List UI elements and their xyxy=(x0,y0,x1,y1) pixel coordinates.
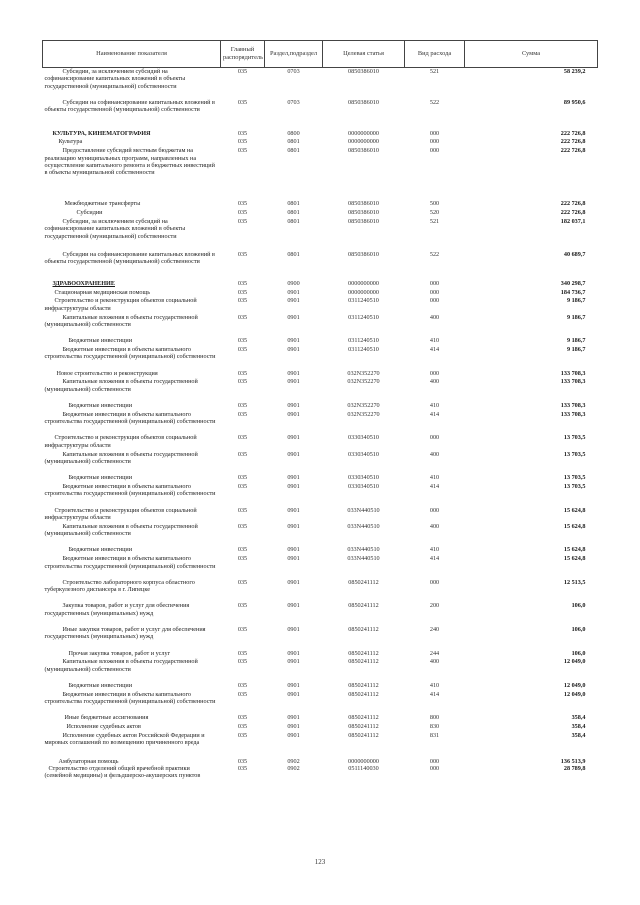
row-admin: 035 xyxy=(237,369,248,377)
row-admin: 035 xyxy=(237,483,248,490)
row-section: 0901 xyxy=(287,714,300,722)
row-sum: 12 049,0 xyxy=(563,681,586,689)
table-header-row xyxy=(43,41,598,68)
row-target: 0850386010 xyxy=(348,250,379,258)
row-sum: 13 703,5 xyxy=(563,434,586,442)
row-admin: 035 xyxy=(237,690,248,698)
row-sum: 15 624,8 xyxy=(563,506,586,514)
row-name: Бюджетные инвестиции в объекты капитального строительства государственной (муниципальной) собственности xyxy=(44,483,216,498)
header-sum: Сумма xyxy=(465,41,598,68)
table-row xyxy=(43,411,598,435)
row-expense: 830 xyxy=(429,723,440,731)
row-section: 0900 xyxy=(287,279,300,287)
row-target: 033N440510 xyxy=(347,546,380,554)
row-sum: 13 703,5 xyxy=(563,483,586,490)
row-sum: 9 186,7 xyxy=(566,313,586,321)
row-target: 033N440510 xyxy=(347,555,380,563)
row-expense: 410 xyxy=(429,474,440,482)
row-section: 0703 xyxy=(287,98,300,106)
row-name: Бюджетные инвестиции xyxy=(68,337,133,345)
row-sum: 15 624,8 xyxy=(563,546,586,554)
row-admin: 035 xyxy=(237,602,248,610)
table-row xyxy=(43,451,598,475)
row-target: 0850241112 xyxy=(348,649,379,657)
row-section: 0901 xyxy=(287,649,300,657)
row-admin: 035 xyxy=(237,731,248,739)
row-admin: 035 xyxy=(237,450,248,458)
row-sum: 12 513,5 xyxy=(563,578,586,586)
row-admin: 035 xyxy=(237,200,248,208)
row-name: Субсидии xyxy=(76,209,103,217)
table-row xyxy=(43,602,598,626)
row-admin: 035 xyxy=(237,250,248,258)
row-admin: 035 xyxy=(237,297,248,305)
row-section: 0901 xyxy=(287,506,300,514)
row-admin: 035 xyxy=(237,147,248,155)
row-name: Исполнение судебных актов Российской Федерации и мировых соглашений по возмещению причиненного вреда xyxy=(44,731,205,747)
row-sum: 28 789,8 xyxy=(563,764,586,772)
row-name: Субсидии на софинансирование капитальных вложений в объекты государственной (муниципальной) собственности xyxy=(44,250,215,266)
row-section: 0902 xyxy=(287,764,300,772)
row-section: 0901 xyxy=(287,602,300,610)
table-row xyxy=(43,523,598,547)
row-name: Бюджетные инвестиции в объекты капитального строительства государственной (муниципальной) собственности xyxy=(44,410,216,426)
row-admin: 035 xyxy=(237,346,248,354)
row-admin: 035 xyxy=(237,578,248,586)
row-name: Иные бюджетные ассигнования xyxy=(64,714,149,722)
row-target: 032N352270 xyxy=(347,378,380,386)
row-section: 0901 xyxy=(287,546,300,554)
row-target: 0850386010 xyxy=(348,147,379,155)
row-section: 0901 xyxy=(287,474,300,482)
row-target: 0511140030 xyxy=(348,764,379,772)
table-row xyxy=(43,218,598,249)
row-name: Бюджетные инвестиции в объекты капитального строительства государственной (муниципальной) собственности xyxy=(44,690,216,706)
row-target: 0850386010 xyxy=(348,200,379,208)
row-admin: 035 xyxy=(237,555,248,563)
row-name: Субсидии, за исключением субсидий на софинансирование капитальных вложений в объекты государственной (муниципальной) собственности xyxy=(44,68,186,90)
row-target: 0000000000 xyxy=(348,138,379,146)
row-sum: 58 239,2 xyxy=(563,68,586,75)
row-sum: 12 049,0 xyxy=(563,690,586,698)
row-admin: 035 xyxy=(237,138,248,146)
row-name: Межбюджетные трансферты xyxy=(64,200,141,208)
row-expense: 400 xyxy=(429,450,440,458)
row-expense: 414 xyxy=(429,690,440,698)
table-row xyxy=(43,378,598,402)
row-admin: 035 xyxy=(237,410,248,418)
table-row xyxy=(43,507,598,523)
row-name: Капитальные вложения в объекты государственной (муниципальной) собственности xyxy=(44,522,198,538)
row-admin: 035 xyxy=(237,757,248,765)
row-admin: 035 xyxy=(237,625,248,633)
row-name: Строительство отделений общей врачебной практики (семейной медицины) и фельдшерско-акушерских пунктов xyxy=(44,764,201,780)
row-section: 0901 xyxy=(287,288,300,296)
row-target: 033N440510 xyxy=(347,522,380,530)
row-sum: 133 708,3 xyxy=(560,410,586,418)
row-expense: 000 xyxy=(429,434,440,442)
row-section: 0901 xyxy=(287,378,300,386)
row-sum: 222 726,8 xyxy=(560,129,586,137)
row-target: 0850386010 xyxy=(348,98,379,106)
row-sum: 9 186,7 xyxy=(566,297,586,305)
row-name: Исполнение судебных актов xyxy=(66,723,141,731)
table-row xyxy=(43,209,598,218)
row-expense: 521 xyxy=(429,68,440,75)
budget-table-page xyxy=(42,40,597,789)
row-expense: 000 xyxy=(429,279,440,287)
table-row xyxy=(43,732,598,756)
row-expense: 414 xyxy=(429,410,440,418)
row-section: 0901 xyxy=(287,681,300,689)
row-target: 032N352270 xyxy=(347,402,380,410)
row-expense: 520 xyxy=(429,209,440,217)
row-name: Субсидии, за исключением субсидий на софинансирование капитальных вложений в объекты государственной (муниципальной) собственности xyxy=(44,217,186,240)
row-admin: 035 xyxy=(237,288,248,296)
row-name: Капитальные вложения в объекты государственной (муниципальной) собственности xyxy=(44,450,198,466)
table-row xyxy=(43,555,598,579)
row-target: 0850241112 xyxy=(348,731,379,739)
row-target: 0850241112 xyxy=(348,658,379,666)
table-row xyxy=(43,346,598,370)
row-expense: 400 xyxy=(429,378,440,386)
table-row xyxy=(43,765,598,789)
row-name: Бюджетные инвестиции в объекты капитального строительства государственной (муниципальной) собственности xyxy=(44,555,216,570)
table-row xyxy=(43,682,598,691)
row-section: 0801 xyxy=(287,147,300,155)
row-section: 0901 xyxy=(287,625,300,633)
header-name: Наименование показателя xyxy=(43,41,221,68)
row-sum: 222 726,8 xyxy=(560,209,586,217)
row-target: 032N352270 xyxy=(347,369,380,377)
row-name: Капитальные вложения в объекты государственной (муниципальной) собственности xyxy=(44,313,198,329)
row-name: Капитальные вложения в объекты государственной (муниципальной) собственности xyxy=(44,378,198,393)
row-sum: 106,0 xyxy=(571,625,586,633)
table-row xyxy=(43,297,598,313)
row-section: 0901 xyxy=(287,658,300,666)
row-sum: 358,4 xyxy=(571,731,586,739)
table-row xyxy=(43,147,598,200)
row-name: Бюджетные инвестиции xyxy=(68,402,133,410)
row-section: 0901 xyxy=(287,337,300,345)
row-target: 0330340510 xyxy=(348,450,379,458)
row-sum: 133 708,3 xyxy=(560,402,586,410)
row-name: Строительство и реконструкция объектов социальной инфраструктуры области xyxy=(44,434,197,449)
row-sum: 133 708,3 xyxy=(560,369,586,377)
table-row xyxy=(43,691,598,715)
row-admin: 035 xyxy=(237,337,248,345)
row-name: Культура xyxy=(58,138,83,146)
row-expense: 831 xyxy=(429,731,440,739)
row-expense: 800 xyxy=(429,714,440,722)
row-sum: 133 708,3 xyxy=(560,378,586,386)
row-expense: 000 xyxy=(429,297,440,305)
row-target: 032N352270 xyxy=(347,410,380,418)
row-section: 0801 xyxy=(287,209,300,217)
row-name: Бюджетные инвестиции в объекты капитального строительства государственной (муниципальной) собственности xyxy=(44,346,216,361)
table-row xyxy=(43,280,598,289)
row-expense: 200 xyxy=(429,602,440,610)
row-expense: 410 xyxy=(429,681,440,689)
table-row xyxy=(43,658,598,682)
row-expense: 410 xyxy=(429,402,440,410)
table-row xyxy=(43,474,598,483)
table-row xyxy=(43,249,598,280)
row-expense: 000 xyxy=(429,138,440,146)
row-admin: 035 xyxy=(237,681,248,689)
row-sum: 89 950,6 xyxy=(563,98,586,106)
row-sum: 13 703,5 xyxy=(563,474,586,482)
row-target: 0850241112 xyxy=(348,714,379,722)
row-sum: 222 726,8 xyxy=(560,200,586,208)
row-admin: 035 xyxy=(237,546,248,554)
row-sum: 106,0 xyxy=(571,602,586,610)
row-target: 0311240510 xyxy=(348,297,379,305)
row-section: 0800 xyxy=(287,129,300,137)
row-section: 0901 xyxy=(287,522,300,530)
header-section: Раздел,подраздел xyxy=(265,41,323,68)
table-row xyxy=(43,314,598,338)
row-name: Новое строительство и реконструкция xyxy=(56,369,158,377)
row-target: 0850241112 xyxy=(348,578,379,586)
row-admin: 035 xyxy=(237,474,248,482)
row-section: 0902 xyxy=(287,757,300,765)
header-target: Целевая статья xyxy=(323,41,405,68)
row-sum: 222 726,8 xyxy=(560,138,586,146)
row-section: 0901 xyxy=(287,723,300,731)
row-section: 0901 xyxy=(287,402,300,410)
row-admin: 035 xyxy=(237,402,248,410)
row-sum: 184 736,7 xyxy=(560,288,586,296)
row-target: 0330340510 xyxy=(348,474,379,482)
row-admin: 035 xyxy=(237,658,248,666)
table-row xyxy=(43,756,598,765)
table-row xyxy=(43,289,598,298)
row-expense: 400 xyxy=(429,658,440,666)
row-target: 0850241112 xyxy=(348,690,379,698)
row-target: 0330340510 xyxy=(348,483,379,490)
row-sum: 9 186,7 xyxy=(566,337,586,345)
row-name: Бюджетные инвестиции xyxy=(68,474,133,482)
row-target: 0000000000 xyxy=(348,279,379,287)
row-expense: 522 xyxy=(429,98,440,106)
row-target: 0850241112 xyxy=(348,723,379,731)
row-section: 0703 xyxy=(287,68,300,75)
row-target: 0850386010 xyxy=(348,217,379,225)
table-row xyxy=(43,68,598,99)
row-sum: 12 049,0 xyxy=(563,658,586,666)
row-section: 0901 xyxy=(287,555,300,563)
row-section: 0901 xyxy=(287,369,300,377)
row-expense: 521 xyxy=(429,217,440,225)
table-body xyxy=(43,68,598,789)
table-row xyxy=(43,579,598,603)
row-section: 0901 xyxy=(287,313,300,321)
table-row xyxy=(43,723,598,732)
row-name: Стационарная медицинская помощь xyxy=(54,288,151,296)
row-admin: 035 xyxy=(237,522,248,530)
row-sum: 106,0 xyxy=(571,649,586,657)
table-row xyxy=(43,714,598,723)
row-name: ЗДРАВООХРАНЕНИЕ xyxy=(52,279,115,287)
row-expense: 000 xyxy=(429,369,440,377)
row-target: 033N440510 xyxy=(347,506,380,514)
row-sum: 222 726,8 xyxy=(560,147,586,155)
row-section: 0801 xyxy=(287,138,300,146)
table-row xyxy=(43,200,598,209)
table-row xyxy=(43,99,598,130)
row-admin: 035 xyxy=(237,217,248,225)
row-sum: 9 186,7 xyxy=(566,346,586,354)
table-row xyxy=(43,130,598,139)
table-row xyxy=(43,337,598,346)
row-admin: 035 xyxy=(237,68,248,75)
row-expense: 000 xyxy=(429,288,440,296)
table-row xyxy=(43,650,598,659)
row-expense: 240 xyxy=(429,625,440,633)
row-expense: 414 xyxy=(429,483,440,490)
row-expense: 414 xyxy=(429,555,440,563)
row-expense: 500 xyxy=(429,200,440,208)
page-number: 123 xyxy=(314,858,326,866)
row-expense: 522 xyxy=(429,250,440,258)
row-name: Строительство лабораторного корпуса областного туберкулезного диспансера в г. Липецке xyxy=(44,578,195,594)
row-expense: 400 xyxy=(429,313,440,321)
row-target: 0000000000 xyxy=(348,288,379,296)
budget-table xyxy=(42,40,598,789)
row-section: 0901 xyxy=(287,410,300,418)
row-section: 0801 xyxy=(287,217,300,225)
row-sum: 358,4 xyxy=(571,714,586,722)
row-sum: 15 624,8 xyxy=(563,555,586,563)
row-expense: 400 xyxy=(429,522,440,530)
row-expense: 000 xyxy=(429,506,440,514)
row-target: 0850241112 xyxy=(348,625,379,633)
row-expense: 000 xyxy=(429,764,440,772)
header-admin: Главный распорядитель xyxy=(221,41,265,68)
row-section: 0901 xyxy=(287,483,300,490)
row-name: Субсидии на софинансирование капитальных вложений в объекты государственной (муниципальной) собственности xyxy=(44,98,215,113)
row-section: 0901 xyxy=(287,297,300,305)
row-name: Строительство и реконструкция объектов социальной инфраструктуры области xyxy=(44,506,197,521)
row-target: 0850386010 xyxy=(348,209,379,217)
row-name: Бюджетные инвестиции xyxy=(68,546,133,554)
row-sum: 15 624,8 xyxy=(563,522,586,530)
table-row xyxy=(43,483,598,507)
row-name: Иные закупки товаров, работ и услуг для обеспечения государственных (муниципальных) нужд xyxy=(44,625,206,641)
row-admin: 035 xyxy=(237,506,248,514)
row-expense: 410 xyxy=(429,337,440,345)
row-target: 0311240510 xyxy=(348,313,379,321)
row-target: 0311240510 xyxy=(348,337,379,345)
row-admin: 035 xyxy=(237,378,248,386)
row-sum: 13 703,5 xyxy=(563,450,586,458)
row-name: Капитальные вложения в объекты государственной (муниципальной) собственности xyxy=(44,658,198,673)
row-expense: 000 xyxy=(429,578,440,586)
row-name: Строительство и реконструкция объектов социальной инфраструктуры области xyxy=(44,297,197,312)
table-row xyxy=(43,546,598,555)
row-expense: 000 xyxy=(429,129,440,137)
row-section: 0901 xyxy=(287,578,300,586)
row-sum: 40 689,7 xyxy=(563,250,586,258)
table-row xyxy=(43,370,598,379)
table-row xyxy=(43,138,598,147)
row-expense: 410 xyxy=(429,546,440,554)
row-admin: 035 xyxy=(237,279,248,287)
row-name: Бюджетные инвестиции xyxy=(68,681,133,689)
header-expense: Вид расхода xyxy=(405,41,465,68)
table-row xyxy=(43,434,598,450)
row-expense: 000 xyxy=(429,147,440,155)
row-target: 0311240510 xyxy=(348,346,379,354)
row-target: 0850386010 xyxy=(348,68,379,75)
row-name: Закупка товаров, работ и услуг для обеспечения государственных (муниципальных) нужд xyxy=(44,602,190,617)
row-target: 0330340510 xyxy=(348,434,379,442)
table-row xyxy=(43,402,598,411)
row-section: 0901 xyxy=(287,450,300,458)
row-name: Предоставление субсидий местным бюджетам на реализацию муниципальных программ, направленных на осуществление капитального ремонта и бюджетных инвестиций в объекты муниципальной собственности xyxy=(44,147,215,177)
row-admin: 035 xyxy=(237,714,248,722)
row-sum: 182 037,1 xyxy=(560,217,586,225)
row-name: Амбулаторная помощь xyxy=(58,757,119,765)
row-target: 0850241112 xyxy=(348,681,379,689)
row-admin: 035 xyxy=(237,209,248,217)
row-admin: 035 xyxy=(237,764,248,772)
row-section: 0801 xyxy=(287,250,300,258)
row-section: 0901 xyxy=(287,346,300,354)
row-section: 0901 xyxy=(287,434,300,442)
row-name: Прочая закупка товаров, работ и услуг xyxy=(68,649,171,657)
row-sum: 136 513,9 xyxy=(560,757,586,765)
row-admin: 035 xyxy=(237,649,248,657)
row-target: 0000000000 xyxy=(348,757,379,765)
row-admin: 035 xyxy=(237,98,248,106)
row-sum: 358,4 xyxy=(571,723,586,731)
row-admin: 035 xyxy=(237,313,248,321)
row-admin: 035 xyxy=(237,434,248,442)
row-section: 0801 xyxy=(287,200,300,208)
row-expense: 244 xyxy=(429,649,440,657)
row-admin: 035 xyxy=(237,129,248,137)
row-admin: 035 xyxy=(237,723,248,731)
row-section: 0901 xyxy=(287,731,300,739)
row-section: 0901 xyxy=(287,690,300,698)
row-name: КУЛЬТУРА, КИНЕМАТОГРАФИЯ xyxy=(52,129,151,137)
row-target: 0000000000 xyxy=(348,129,379,137)
row-sum: 340 298,7 xyxy=(560,279,586,287)
table-row xyxy=(43,626,598,650)
row-expense: 414 xyxy=(429,346,440,354)
row-target: 0850241112 xyxy=(348,602,379,610)
row-expense: 000 xyxy=(429,757,440,765)
